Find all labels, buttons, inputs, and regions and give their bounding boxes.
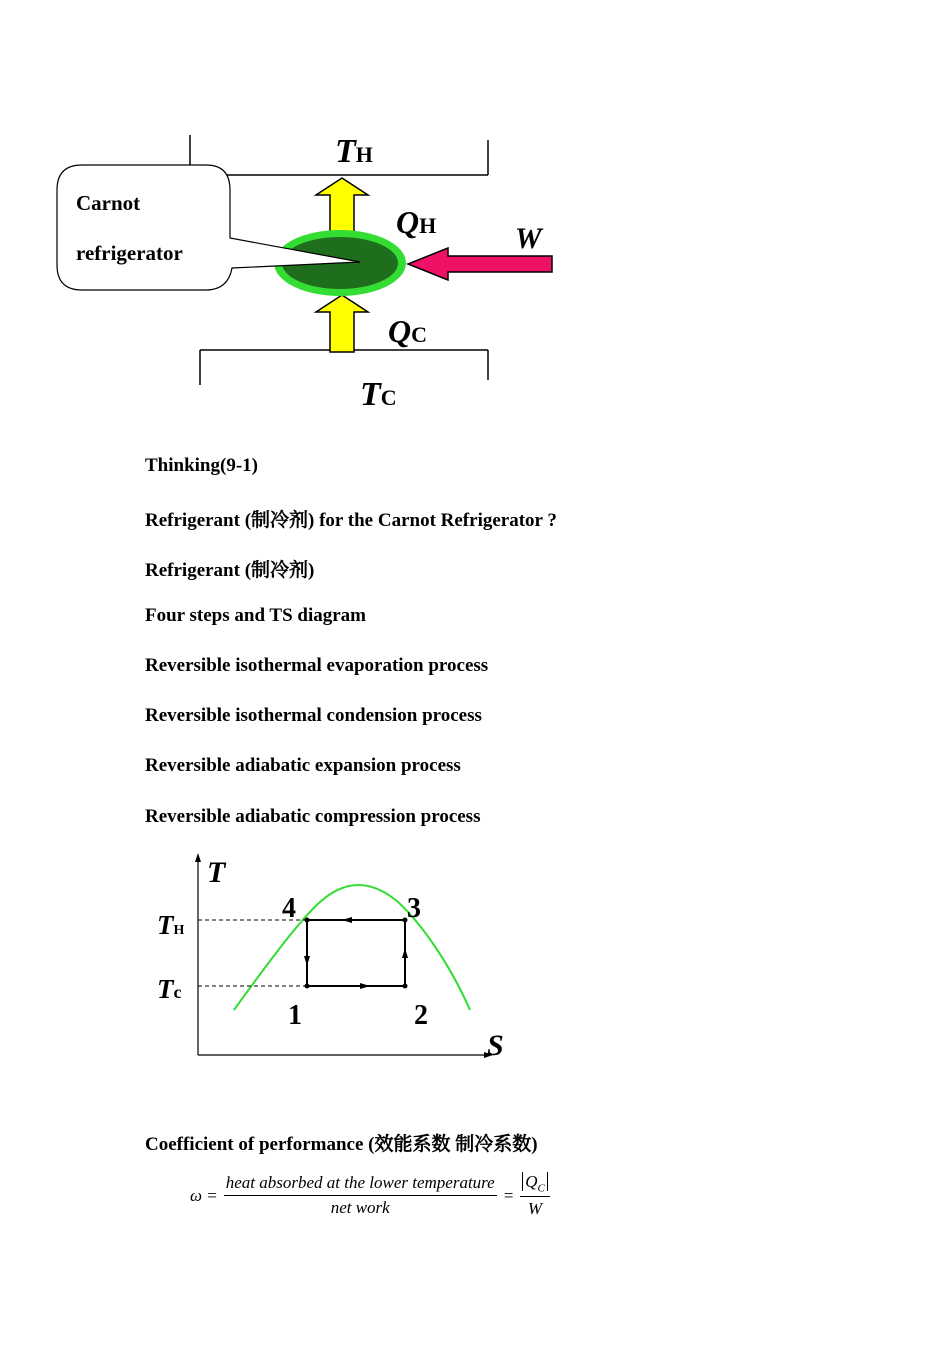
formula-rhs-numerator: $Q_C$ bbox=[522, 1172, 548, 1191]
s-axis-label: S bbox=[487, 1029, 504, 1062]
hot-reservoir-label: TH bbox=[335, 133, 373, 170]
formula-equals: = bbox=[502, 1185, 515, 1205]
carnot-refrigerator-diagram bbox=[0, 0, 952, 430]
cop-formula bbox=[190, 1172, 550, 1219]
formula-numerator: heat absorbed at the lower temperature bbox=[224, 1173, 497, 1196]
formula-rhs-fraction bbox=[520, 1172, 550, 1219]
point-1-label: 1 bbox=[288, 1000, 302, 1031]
point-3-label: 3 bbox=[407, 893, 421, 924]
formula-main-fraction bbox=[224, 1173, 497, 1218]
saturation-dome bbox=[234, 885, 470, 1010]
text-line-3: Refrigerant (制冷剂) bbox=[145, 560, 315, 581]
formula-rhs-denominator: W bbox=[527, 1199, 543, 1219]
heat-cold-label: QC bbox=[388, 313, 427, 349]
cop-heading: Coefficient of performance (效能系数 制冷系数) bbox=[145, 1134, 538, 1155]
tc-label: Tc bbox=[157, 974, 182, 1004]
formula-lhs: ω = bbox=[190, 1185, 218, 1205]
t-axis-label: T bbox=[207, 856, 226, 889]
cold-reservoir-label: TC bbox=[360, 376, 397, 413]
point-4-label: 4 bbox=[282, 893, 296, 924]
callout-line1: Carnot bbox=[76, 191, 141, 215]
text-line-7: Reversible adiabatic expansion process bbox=[145, 755, 461, 776]
heat-out-arrow bbox=[316, 178, 368, 233]
text-line-5: Reversible isothermal evaporation process bbox=[145, 655, 489, 676]
carnot-cycle bbox=[307, 920, 405, 986]
cold-reservoir bbox=[200, 350, 488, 385]
text-line-6: Reversible isothermal condension process bbox=[145, 705, 482, 726]
text-line-4: Four steps and TS diagram bbox=[145, 605, 367, 626]
th-label: TH bbox=[157, 910, 185, 940]
formula-denominator: net work bbox=[330, 1198, 390, 1218]
callout-line2: refrigerator bbox=[76, 241, 183, 265]
text-line-1: Thinking(9-1) bbox=[145, 455, 258, 476]
point-2-label: 2 bbox=[414, 1000, 428, 1031]
heat-in-arrow bbox=[316, 295, 368, 352]
ts-diagram bbox=[0, 850, 952, 1070]
text-line-2: Refrigerant (制冷剂) for the Carnot Refrigerator ? bbox=[145, 510, 557, 531]
work-label: W bbox=[515, 222, 542, 255]
heat-hot-label: QH bbox=[396, 204, 437, 240]
text-line-8: Reversible adiabatic compression process bbox=[145, 806, 481, 827]
